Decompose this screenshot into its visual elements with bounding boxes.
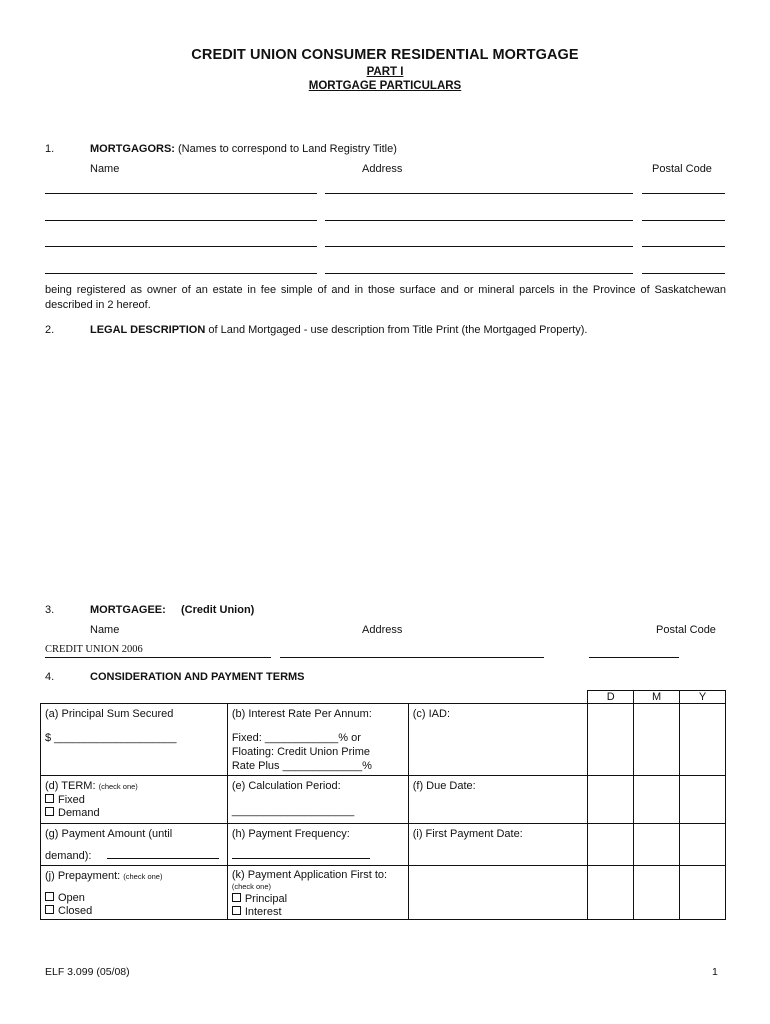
mortgagee-name-line[interactable]: [45, 657, 271, 658]
empty-cell: [680, 866, 726, 920]
iad-cell[interactable]: [408, 704, 588, 776]
prepayment-option-closed[interactable]: [41, 905, 227, 918]
section3-number: 3.: [45, 604, 55, 616]
first-payment-month-cell[interactable]: [634, 824, 680, 866]
term-label: (d) TERM:: [45, 780, 96, 792]
section2-heading-wrap: [90, 324, 587, 336]
mortgagee-postal-line[interactable]: [589, 657, 679, 658]
payment-amount-demand-label: demand):: [45, 850, 92, 862]
payment-frequency-line[interactable]: [232, 858, 370, 859]
empty-cell: [588, 866, 634, 920]
payment-application-option-principal[interactable]: [228, 892, 408, 906]
mortgagor-address-line[interactable]: [325, 220, 633, 221]
prepayment-cell: [41, 866, 228, 920]
term-option-demand[interactable]: [41, 807, 227, 820]
section1-col-postal: Postal Code: [652, 163, 712, 175]
interest-rate-plus-line[interactable]: Rate Plus _____________%: [231, 760, 372, 772]
section3-heading-note: (Credit Union): [181, 604, 255, 616]
date-header-row: [41, 691, 726, 704]
table-row: [41, 824, 726, 866]
mortgagee-name-value[interactable]: CREDIT UNION 2006: [45, 644, 143, 655]
principal-sum-value[interactable]: $ ____________________: [45, 732, 177, 744]
section1-paragraph: being registered as owner of an estate in fee simple of and in those surface and or mineral parcels in the Province of Saskatchewan described in 2 hereof.: [45, 284, 726, 311]
interest-floating-line: Floating: Credit Union Prime: [231, 746, 370, 758]
section3-col-address: Address: [362, 624, 403, 636]
first-payment-date-cell[interactable]: [408, 824, 588, 866]
term-cell: [41, 776, 228, 824]
interest-fixed-line[interactable]: Fixed: ____________% or: [231, 732, 361, 744]
payment-terms-table: [40, 690, 726, 920]
interest-rate-cell[interactable]: [227, 704, 408, 776]
iad-label: (c) IAD:: [412, 708, 450, 720]
calculation-period-label: (e) Calculation Period:: [231, 780, 341, 792]
payment-amount-cell[interactable]: [41, 824, 228, 866]
section2-text: of Land Mortgaged - use description from Title Print (the Mortgaged Property).: [208, 324, 588, 336]
section1-heading: MORTGAGORS:: [90, 143, 175, 155]
term-option-fixed[interactable]: [41, 794, 227, 807]
section4-number: 4.: [45, 671, 55, 683]
payment-frequency-cell[interactable]: [227, 824, 408, 866]
checkbox-icon[interactable]: [45, 892, 54, 901]
payment-amount-label: (g) Payment Amount (until: [45, 828, 173, 840]
payment-application-note: (check one): [231, 882, 272, 891]
term-note: (check one): [98, 782, 138, 791]
payment-amount-line[interactable]: [107, 858, 219, 859]
table-row: [41, 776, 726, 824]
legal-description-area[interactable]: [45, 345, 726, 595]
payment-application-cell: [227, 866, 408, 920]
payment-application-option-interest[interactable]: [228, 906, 408, 919]
mortgagor-name-line[interactable]: [45, 193, 317, 194]
page-number: 1: [712, 966, 718, 978]
date-header-month: M: [634, 691, 680, 704]
calculation-period-value[interactable]: ____________________: [231, 805, 355, 817]
date-header-year: Y: [680, 691, 726, 704]
checkbox-icon[interactable]: [232, 893, 241, 902]
section4-heading: CONSIDERATION AND PAYMENT TERMS: [90, 671, 305, 683]
iad-day-cell[interactable]: [588, 704, 634, 776]
section1-heading-note: (Names to correspond to Land Registry Title): [178, 143, 397, 155]
mortgagee-address-line[interactable]: [280, 657, 544, 658]
iad-year-cell[interactable]: [680, 704, 726, 776]
payment-application-interest-label: Interest: [244, 906, 282, 918]
prepayment-option-open-label: Open: [58, 892, 85, 904]
mortgagor-name-line[interactable]: [45, 273, 317, 274]
section3-col-postal: Postal Code: [656, 624, 716, 636]
due-date-year-cell[interactable]: [680, 776, 726, 824]
checkbox-icon[interactable]: [232, 906, 241, 915]
iad-month-cell[interactable]: [634, 704, 680, 776]
date-header-day: D: [588, 691, 634, 704]
table-row: [41, 704, 726, 776]
mortgagor-address-line[interactable]: [325, 193, 633, 194]
mortgagor-postal-line[interactable]: [642, 193, 725, 194]
prepayment-label: (j) Prepayment:: [45, 870, 121, 882]
section3-col-name: Name: [90, 624, 120, 636]
first-payment-date-label: (i) First Payment Date:: [412, 828, 523, 840]
payment-application-principal-label: Principal: [244, 893, 288, 905]
first-payment-year-cell[interactable]: [680, 824, 726, 866]
checkbox-icon[interactable]: [45, 807, 54, 816]
section2-number: 2.: [45, 324, 55, 336]
mortgagor-postal-line[interactable]: [642, 220, 725, 221]
empty-cell: [634, 866, 680, 920]
due-date-day-cell[interactable]: [588, 776, 634, 824]
mortgagor-address-line[interactable]: [325, 246, 633, 247]
term-option-fixed-label: Fixed: [58, 794, 85, 806]
section-subtitle: MORTGAGE PARTICULARS: [308, 80, 462, 92]
part-heading: PART I: [366, 66, 404, 78]
principal-sum-label: (a) Principal Sum Secured: [45, 708, 174, 720]
principal-sum-cell[interactable]: [41, 704, 228, 776]
calculation-period-cell[interactable]: [227, 776, 408, 824]
mortgagor-postal-line[interactable]: [642, 273, 725, 274]
payment-frequency-label: (h) Payment Frequency:: [231, 828, 350, 840]
due-date-label: (f) Due Date:: [412, 780, 476, 792]
mortgagor-postal-line[interactable]: [642, 246, 725, 247]
prepayment-option-open[interactable]: [41, 892, 227, 905]
due-date-cell[interactable]: [408, 776, 588, 824]
first-payment-day-cell[interactable]: [588, 824, 634, 866]
mortgagor-name-line[interactable]: [45, 220, 317, 221]
section1-number: 1.: [45, 143, 55, 155]
document-title: CREDIT UNION CONSUMER RESIDENTIAL MORTGAGE: [191, 47, 579, 63]
term-option-demand-label: Demand: [58, 807, 100, 819]
section3-heading: MORTGAGEE:: [90, 604, 166, 616]
section2-heading: LEGAL DESCRIPTION: [90, 324, 206, 336]
prepayment-note: (check one): [123, 872, 163, 881]
table-row: [41, 866, 726, 920]
section1-col-address: Address: [362, 163, 403, 175]
due-date-month-cell[interactable]: [634, 776, 680, 824]
section1-heading-wrap: [90, 143, 397, 155]
mortgagor-name-line[interactable]: [45, 246, 317, 247]
interest-rate-label: (b) Interest Rate Per Annum:: [231, 708, 372, 720]
mortgagor-address-line[interactable]: [325, 273, 633, 274]
form-code: ELF 3.099 (05/08): [45, 966, 130, 978]
payment-application-label: (k) Payment Application First to:: [231, 869, 388, 881]
section1-col-name: Name: [90, 163, 120, 175]
checkbox-icon[interactable]: [45, 794, 54, 803]
empty-cell: [408, 866, 588, 920]
checkbox-icon[interactable]: [45, 905, 54, 914]
prepayment-option-closed-label: Closed: [58, 905, 93, 917]
